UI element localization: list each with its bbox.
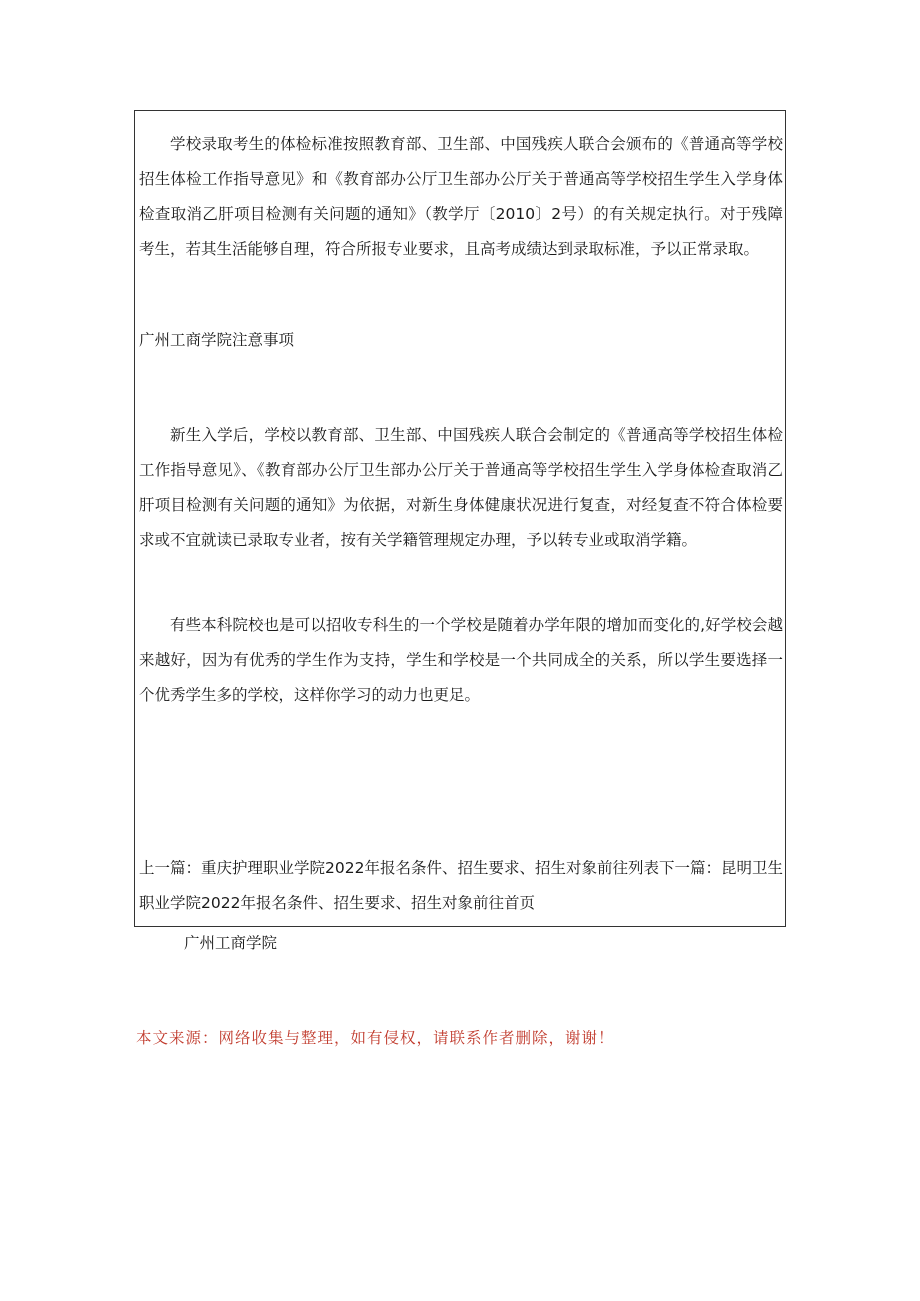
school-name: 广州工商学院 — [184, 934, 278, 952]
source-note: 本文来源：网络收集与整理，如有侵权，请联系作者删除，谢谢！ — [136, 1029, 615, 1047]
paragraph-school-advice: 有些本科院校也是可以招收专科生的一个学校是随着办学年限的增加而变化的,好学校会越来越好，因为有优秀的学生作为支持，学生和学校是一个共同成全的关系，所以学生要选择一个优秀学生多的学校，这样你学习的动力也更足。 — [139, 616, 783, 704]
paragraph-physical-exam-standard: 学校录取考生的体检标准按照教育部、卫生部、中国残疾人联合会颁布的《普通高等学校招生体检工作指导意见》和《教育部办公厅卫生部办公厅关于普通高等学校招生学生入学身体检查取消乙肝项目检测有关问题的通知》（教学厅〔2010〕2号）的有关规定执行。对于残障考生，若其生活能够自理，符合所报专业要求，且高考成绩达到录取标准，予以正常录取。 — [139, 135, 783, 258]
paragraph-enrollment-recheck: 新生入学后，学校以教育部、卫生部、中国残疾人联合会制定的《普通高等学校招生体检工作指导意见》、《教育部办公厅卫生部办公厅关于普通高等学校招生学生入学身体检查取消乙肝项目检测有关问题的通知》为依据，对新生身体健康状况进行复查，对经复查不符合体检要求或不宜就读已录取专业者，按有关学籍管理规定办理，予以转专业或取消学籍。 — [139, 426, 783, 549]
prev-next-links[interactable]: 上一篇：重庆护理职业学院2022年报名条件、招生要求、招生对象前往列表下一篇：昆明卫生职业学院2022年报名条件、招生要求、招生对象前往首页 — [139, 859, 783, 912]
section-heading: 广州工商学院注意事项 — [139, 331, 295, 349]
content-frame — [134, 110, 786, 927]
